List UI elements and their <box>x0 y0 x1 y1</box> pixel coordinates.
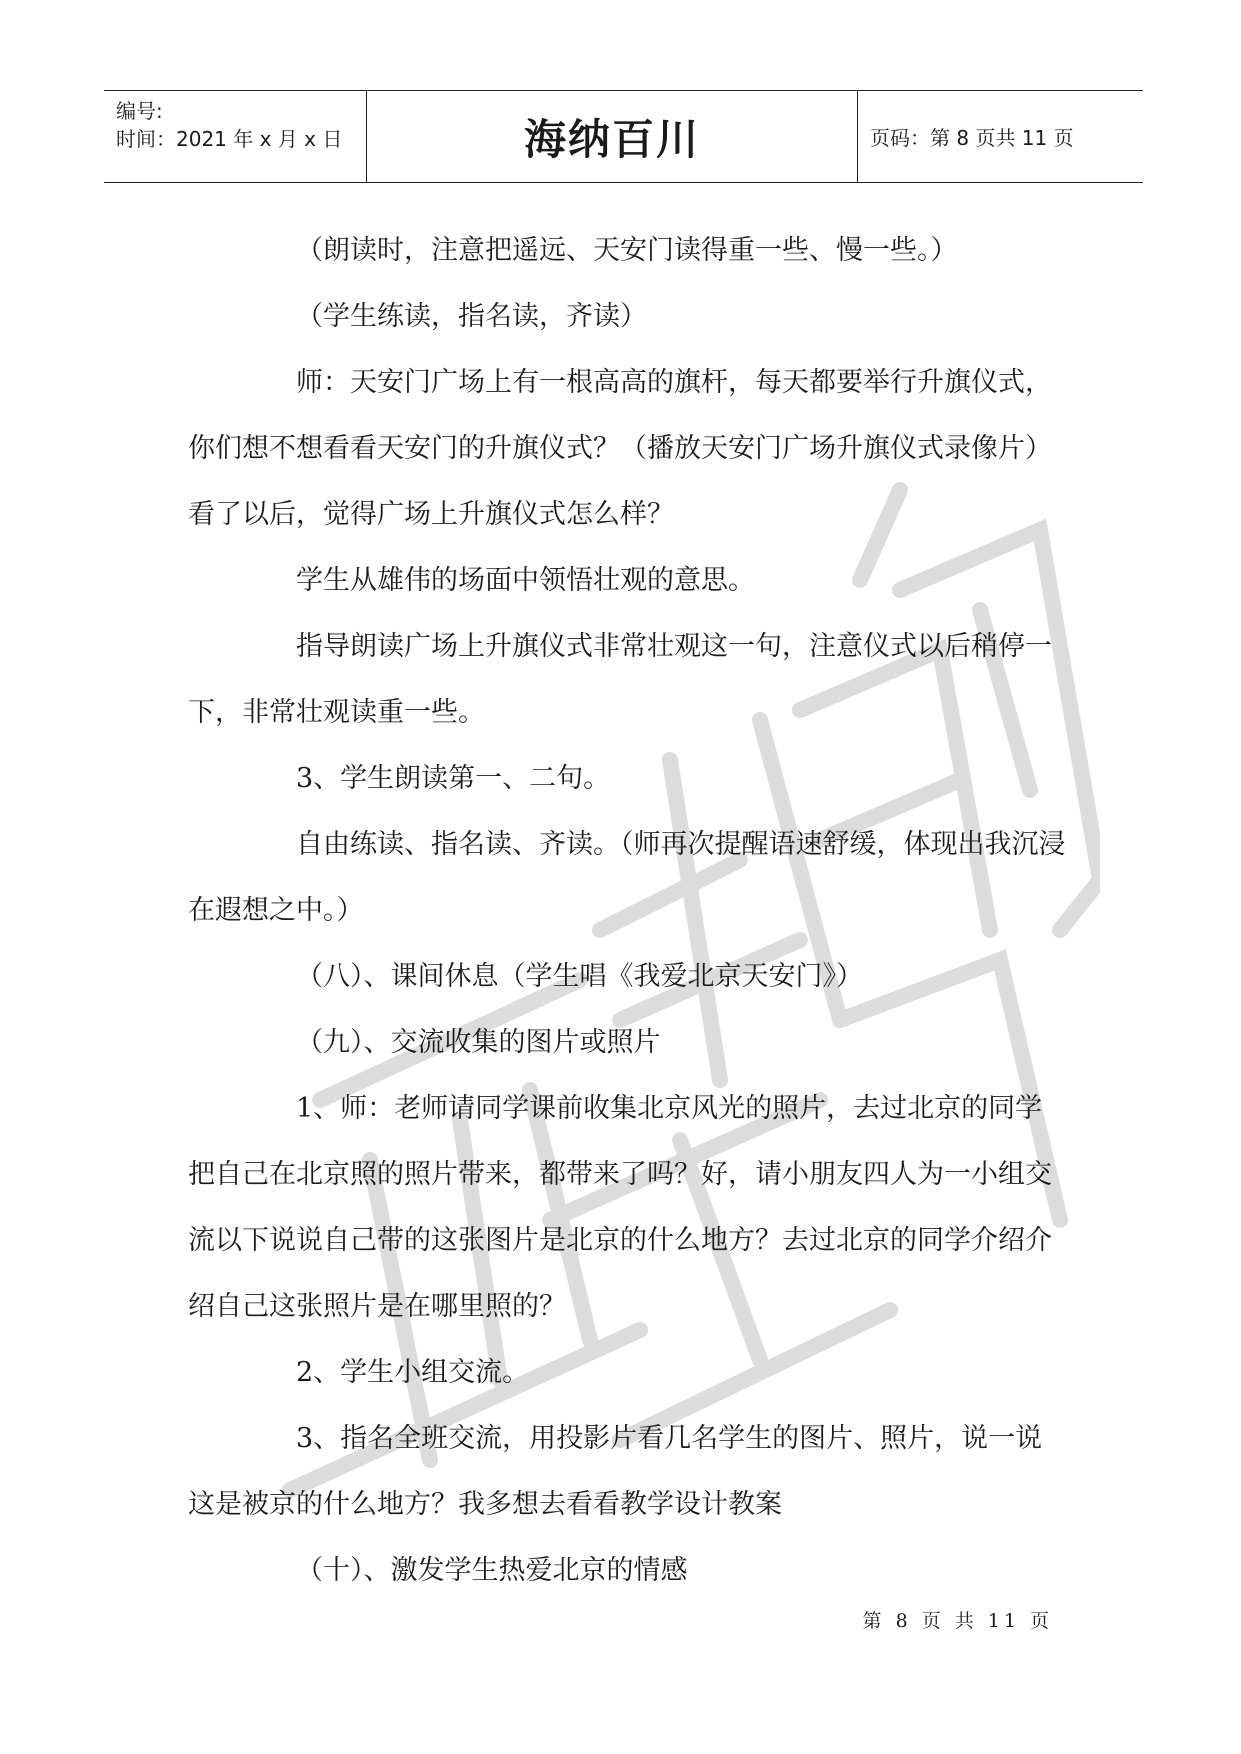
page-header <box>104 90 1143 183</box>
paragraph: 3、指名全班交流，用投影片看几名学生的图片、照片，说一说这是被京的什么地方？我多想去看看教学设计教案 <box>188 1423 1043 1520</box>
paragraph: （十）、激发学生热爱北京的情感 <box>296 1555 688 1586</box>
header-number-label: 编号: <box>116 99 163 123</box>
paragraph: 指导朗读广场上升旗仪式非常壮观这一句，注意仪式以后稍停一下，非常壮观读重一些。 <box>188 631 1052 728</box>
header-page-label: 页码：第 8 页共 11 页 <box>870 126 1074 150</box>
paragraph: 师：天安门广场上有一根高高的旗杆，每天都要举行升旗仪式，你们想不想看看天安门的升旗仪式？（播放天安门广场升旗仪式录像片）看了以后，觉得广场上升旗仪式怎么样？ <box>188 367 1052 530</box>
header-time-label: 时间：2021 年 x 月 x 日 <box>116 127 343 151</box>
paragraph: 3、学生朗读第一、二句。 <box>296 763 611 794</box>
document-body <box>188 218 1068 1604</box>
paragraph: 1、师：老师请同学课前收集北京风光的照片，去过北京的同学把自己在北京照的照片带来，都带来了吗？好，请小朋友四人为一小组交流以下说说自己带的这张图片是北京的什么地方？去过北京的同学介绍介绍自己这张照片是在哪里照的？ <box>188 1093 1052 1322</box>
paragraph: （学生练读，指名读，齐读） <box>296 301 647 332</box>
header-title: 海纳百川 <box>367 91 858 182</box>
header-meta <box>104 91 367 182</box>
paragraph: 2、学生小组交流。 <box>296 1357 530 1388</box>
paragraph: （九）、交流收集的图片或照片 <box>296 1027 661 1058</box>
paragraph: 自由练读、指名读、齐读。（师再次提醒语速舒缓，体现出我沉浸在遐想之中。） <box>188 829 1066 926</box>
paragraph: （八）、课间休息（学生唱《我爱北京天安门》） <box>296 961 863 992</box>
page-footer: 第 8 页 共 11 页 <box>862 1610 1053 1632</box>
paragraph: （朗读时，注意把遥远、天安门读得重一些、慢一些。） <box>296 235 958 266</box>
paragraph: 学生从雄伟的场面中领悟壮观的意思。 <box>296 565 755 596</box>
